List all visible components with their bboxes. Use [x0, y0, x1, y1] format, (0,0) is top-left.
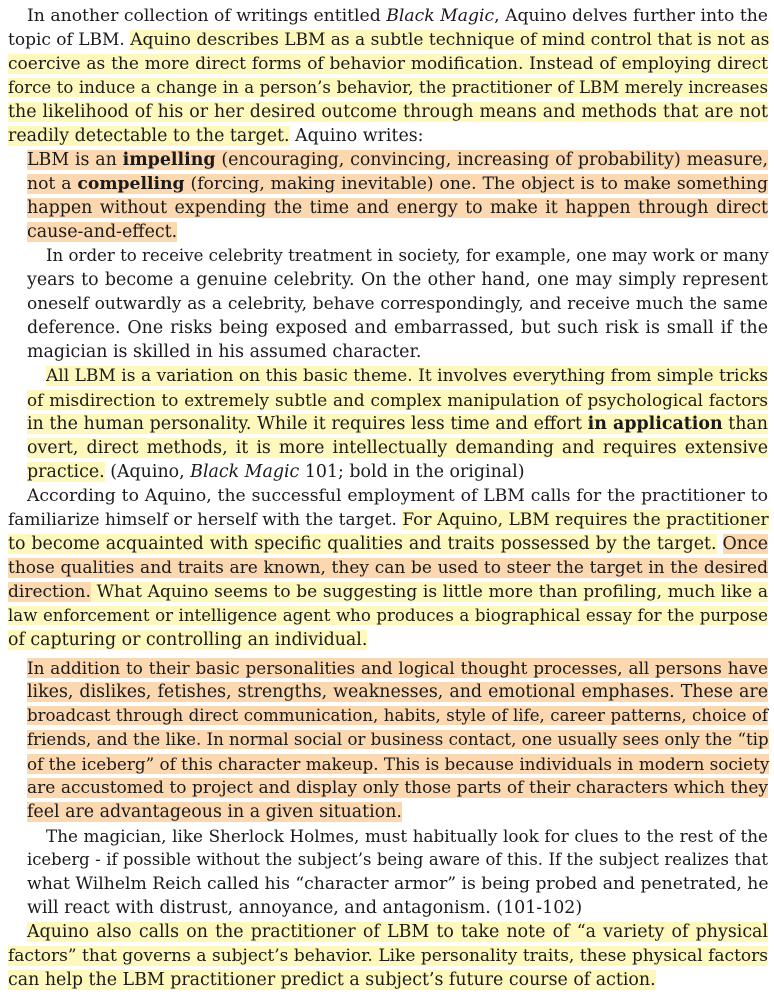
bold-text: in application [587, 414, 723, 434]
text-line [27, 316, 768, 340]
text-run: than [722, 414, 768, 434]
text-line [27, 920, 768, 944]
text-run: In order to receive celebrity treatment in society, for example, one may work or many [46, 246, 769, 265]
text-run: in the human personality. While it requires less time and effort [27, 414, 588, 434]
text-line [8, 944, 768, 968]
text-line [27, 148, 768, 172]
text-line [27, 896, 582, 920]
text-run: In another collection of writings entitled [27, 6, 387, 26]
bold-text: compelling [77, 174, 185, 194]
text-run: (encouraging, convincing, increasing of probability) measure, [215, 150, 768, 170]
text-line [27, 4, 768, 28]
text-run: (Aquino, [104, 462, 191, 482]
text-line [27, 752, 768, 776]
text-line [27, 220, 177, 244]
text-run: not a [27, 174, 78, 194]
text-run: oneself outwardly as a celebrity, behave correspondingly, and receive much the same [27, 294, 768, 314]
text-line [27, 704, 768, 728]
text-run: cause-and-effect. [27, 222, 178, 242]
text-line [8, 628, 367, 652]
text-run: familiarize himself or herself with the target. [8, 510, 403, 530]
text-line [27, 728, 768, 752]
text-run: years to become a genuine celebrity. On the other hand, one may simply represent [27, 270, 768, 290]
text-run: iceberg - if possible without the subject’s being aware of this. If the subject realizes that [27, 850, 768, 869]
text-run: The magician, like Sherlock Holmes, must habitually look for clues to the rest of the [46, 826, 768, 846]
text-run: likes, dislikes, fetishes, strengths, weaknesses, and [27, 682, 489, 702]
text-line [27, 388, 768, 412]
text-run: emotional emphases. These are [488, 682, 769, 702]
text-line [8, 604, 768, 628]
text-line [46, 364, 768, 388]
text-line [8, 52, 768, 76]
text-run: of capturing or controlling an individual. [8, 630, 368, 650]
text-line [8, 124, 424, 148]
text-run: are accustomed to project and display only those parts of their characters which they [27, 778, 768, 798]
text-line [46, 824, 768, 848]
text-run: of the iceberg” of this character makeup. This is because individuals in modern society [27, 754, 770, 774]
bold-text: impelling [122, 150, 216, 170]
text-line [27, 268, 768, 292]
italic-title: Black Magic [190, 462, 300, 482]
text-line [27, 292, 768, 316]
text-line [27, 196, 768, 220]
text-line [27, 172, 768, 196]
text-run: factors” that governs a subject’s behavior. Like personality traits, these physical factors [8, 946, 768, 966]
text-run: the likelihood of his or her desired outcome through means and methods that are not [8, 102, 768, 122]
text-run: topic of LBM. [8, 30, 131, 50]
text-run: magician is skilled in his assumed character. [27, 342, 422, 362]
text-run: Aquino also calls on the practitioner of LBM to take note of “a variety of physical [27, 922, 768, 942]
text-run: of misdirection to extremely subtle and complex manipulation of psychological factors [27, 390, 768, 410]
text-line [27, 680, 768, 704]
text-run: will react with distrust, annoyance, and antagonism. (101-102) [27, 898, 583, 918]
text-run: In addition to their basic personalities and logical thought processes, all persons have [27, 658, 768, 678]
text-line [8, 968, 656, 992]
text-line [27, 436, 768, 460]
text-run: direction. [8, 582, 91, 602]
text-run: All LBM is a variation on this basic theme. It involves everything from simple tricks [46, 366, 768, 386]
text-run: friends, and the like. In normal social or business contact, one usually sees only the “tip [27, 730, 769, 749]
text-run: Aquino writes: [289, 126, 424, 146]
text-run: to become acquainted with specific qualities and traits possessed by the target. [8, 534, 717, 554]
text-run: (forcing, making inevitable) one. The object is to make something [184, 174, 768, 194]
text-line [46, 244, 768, 268]
text-line [27, 460, 524, 484]
text-line [27, 872, 768, 896]
text-run: Aquino describes LBM as a subtle technique of mind control that is not as [130, 30, 770, 50]
text-run: can help the LBM practitioner predict a subject’s future course of action. [8, 970, 656, 990]
text-run: 101; bold in the original) [299, 462, 525, 482]
text-run: broadcast through direct communication, habits, style of life, career patterns, choice of [27, 706, 768, 725]
text-run: readily detectable to the target. [8, 126, 290, 146]
text-line [27, 800, 402, 824]
text-run: happen without expending the time and energy to make it happen through direct [27, 198, 768, 218]
text-line [27, 340, 421, 364]
text-run: Once [722, 534, 769, 554]
text-line [8, 556, 768, 580]
text-run: what Wilhelm Reich called his “character armor” is being probed and penetrated, he [27, 874, 769, 894]
text-run: coercive as the more direct forms of behavior modification. Instead of employing direct [8, 54, 768, 74]
text-line [27, 484, 768, 508]
text-run: overt, direct methods, it is more intellectually demanding and requires extensive [27, 438, 768, 458]
text-line [8, 76, 768, 100]
text-line [8, 532, 768, 556]
text-run: LBM is an [27, 150, 123, 170]
text-line [27, 776, 768, 800]
text-run [717, 534, 723, 554]
text-run: , Aquino delves further into the [494, 6, 768, 26]
text-run: force to induce a change in a person’s behavior, the practitioner of LBM merely increases [8, 78, 768, 97]
text-line [8, 580, 768, 604]
text-line [8, 100, 768, 124]
text-run: those qualities and traits are known, they can be used to steer the target in the desired [8, 558, 768, 578]
text-run: feel are advantageous in a given situation. [27, 802, 402, 822]
text-line [27, 656, 768, 680]
text-run: practice. [27, 462, 105, 482]
text-run: For Aquino, LBM requires the practitioner [402, 510, 769, 530]
text-run: law enforcement or intelligence agent who produces a biographical essay for the purpose [8, 606, 768, 625]
text-run: deference. One risks being exposed and embarrassed, but such risk is small if the [27, 318, 768, 338]
text-line [8, 28, 768, 52]
text-line [27, 848, 768, 872]
text-run: According to Aquino, the successful employment of LBM calls for the practitioner to [27, 486, 768, 506]
italic-title: Black Magic [386, 6, 495, 26]
text-line [27, 412, 768, 436]
text-run: What Aquino seems to be suggesting is little more than profiling, much like a [90, 582, 768, 602]
text-line [8, 508, 768, 532]
